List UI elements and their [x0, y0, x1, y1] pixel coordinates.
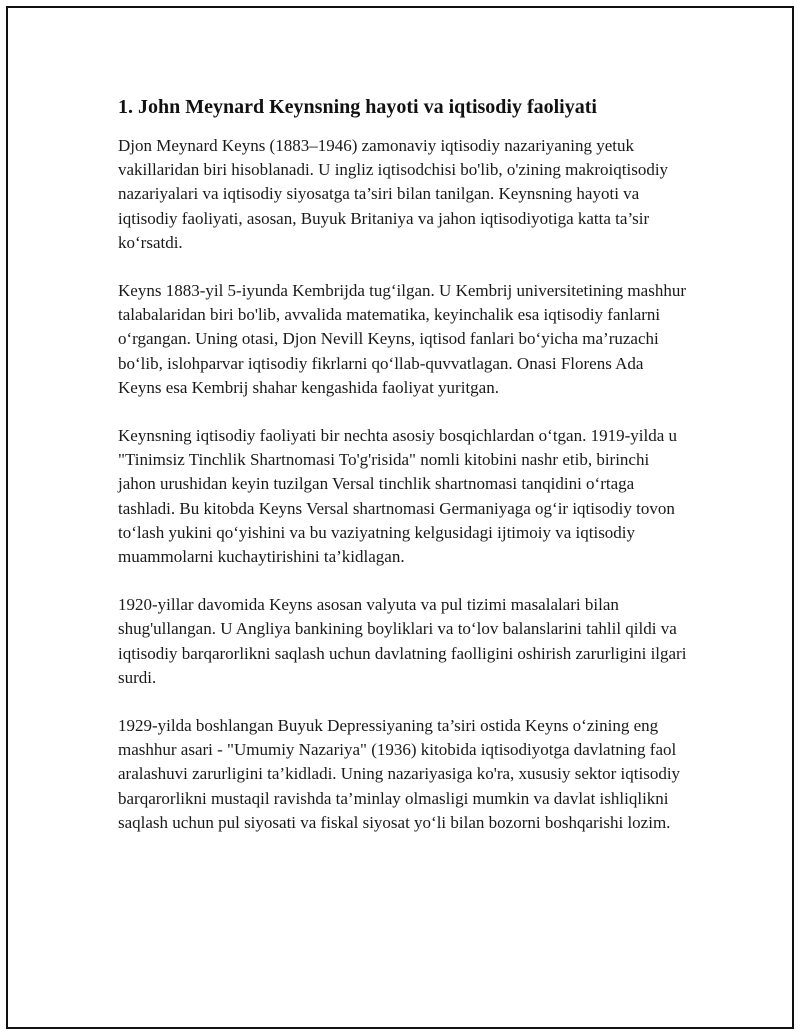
paragraph-career-stages: Keynsning iqtisodiy faoliyati bir nechta asosiy bosqichlardan o‘tgan. 1919-yilda u "Tinimsiz Tinchlik Shartnomasi To'g'risida" nomli kitobini nashr etib, birinchi jahon urushidan keyin tuzilgan Versal tinchlik shartnomasi tanqidini o‘rtaga tashladi. Bu kitobda Keyns Versal shartnomasi Germaniyaga og‘ir iqtisodiy tovon to‘lash yukini qo‘yishini va bu vaziyatning kelgusidagi ijtimoiy va iqtisodiy muammolarni kuchaytirishini ta’kidlagan. — [118, 426, 677, 567]
document-body — [118, 94, 688, 859]
paragraph-great-depression: 1929-yilda boshlangan Buyuk Depressiyaning ta’siri ostida Keyns o‘zining eng mashhur asari - "Umumiy Nazariya" (1936) kitobida iqtisodiyotga davlatning faol aralashuvi zarurligini ta’kidladi. Uning nazariyasiga ko'ra, xususiy sektor iqtisodiy barqarorlikni mustaqil ravishda ta’minlay olmasligi mumkin va davlat ishliqlikni saqlash uchun pul siyosati va fiskal siyosat yo‘li bilan bozorni boshqarishi lozim. — [118, 716, 681, 832]
section-heading: 1. John Meynard Keynsning hayoti va iqtisodiy faoliyati — [118, 96, 597, 118]
paragraph-intro: Djon Meynard Keyns (1883–1946) zamonaviy iqtisodiy nazariyaning yetuk vakillaridan biri hisoblanadi. U ingliz iqtisodchisi bo'lib, o'zining makroiqtisodiy nazariyalari va iqtisodiy siyosatga ta’siri bilan tanilgan. Keynsning hayoti va iqtisodiy faoliyati, asosan, Buyuk Britaniya va jahon iqtisodiyotiga katta ta’sir ko‘rsatdi. — [118, 136, 669, 252]
paragraph-1920s: 1920-yillar davomida Keyns asosan valyuta va pul tizimi masalalari bilan shug'ullangan. U Angliya bankining boyliklari va to‘lov balanslarini tahlil qildi va iqtisodiy barqarorlikni saqlash uchun davlatning faolligini oshirish zarurligini ilgari surdi. — [118, 595, 687, 687]
paragraph-early-life: Keyns 1883-yil 5-iyunda Kembrijda tug‘ilgan. U Kembrij universitetining mashhur talabalaridan biri bo'lib, avvalida matematika, keyinchalik esa iqtisodiy fanlarni o‘rgangan. Uning otasi, Djon Nevill Keyns, iqtisod fanlari bo‘yicha ma’ruzachi bo‘lib, islohparvar iqtisodiy fikrlarni qo‘llab-quvvatlagan. Onasi Florens Ada Keyns esa Kembrij shahar kengashida faoliyat yuritgan. — [118, 281, 686, 397]
